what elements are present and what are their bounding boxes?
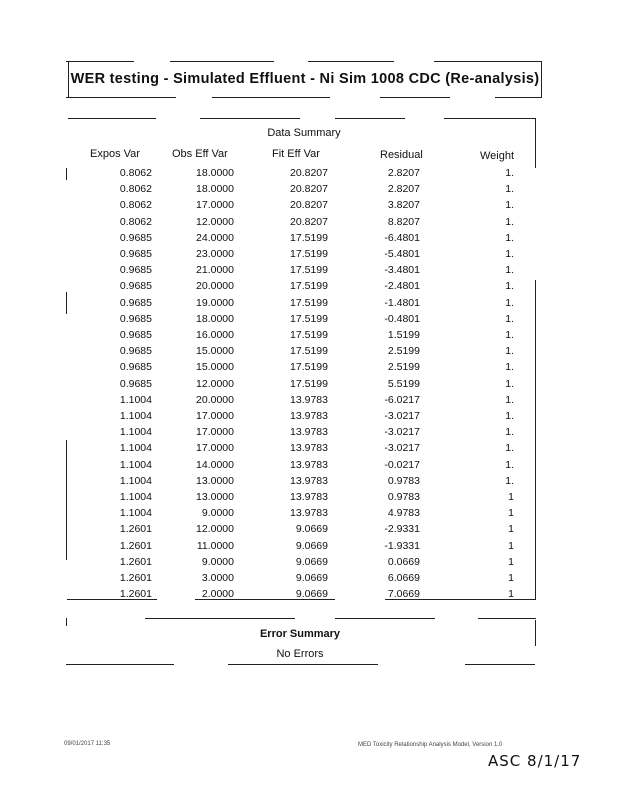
- error-summary-text: No Errors: [276, 648, 324, 660]
- fit-eff-var-cell: 13.9783: [290, 442, 328, 455]
- title-box-top-rule: [434, 61, 542, 62]
- residual-cell: -2.4801: [384, 280, 420, 293]
- residual-cell: 2.5199: [387, 361, 420, 374]
- handwritten-signature: ASC 8/1/17: [488, 752, 582, 770]
- title-box-bottom-rule: [380, 97, 450, 98]
- expos-var-cell: 1.1004: [119, 491, 152, 503]
- obs-eff-var-cell: 3.0000: [201, 572, 234, 584]
- column-header-expos-var: Expos Var: [90, 148, 140, 160]
- obs-eff-var-cell: 2.0000: [201, 588, 234, 601]
- error-summary-top-rule: [478, 618, 536, 619]
- weight-cell: 1: [508, 555, 514, 568]
- obs-eff-var-cell: 16.0000: [196, 329, 234, 341]
- expos-var-cell: 0.9685: [119, 248, 152, 260]
- fit-eff-var-cell: 17.5199: [290, 312, 328, 325]
- error-summary-bottom-rule: [228, 664, 378, 665]
- weight-cell: 1.: [505, 361, 514, 374]
- residual-cell: -0.4801: [384, 312, 420, 325]
- title-box-bottom-rule: [66, 97, 176, 98]
- obs-eff-var-cell: 12.0000: [196, 523, 234, 536]
- fit-eff-var-cell: 20.8207: [290, 183, 328, 196]
- weight-cell: 1.: [505, 458, 514, 471]
- weight-cell: 1.: [505, 474, 514, 487]
- residual-cell: 5.5199: [387, 377, 420, 390]
- obs-eff-var-cell: 19.0000: [196, 296, 234, 309]
- obs-eff-var-cell: 20.0000: [196, 280, 234, 293]
- expos-var-cell: 1.2601: [119, 555, 152, 568]
- expos-var-cell: 1.2601: [119, 588, 152, 601]
- weight-cell: 1.: [505, 410, 514, 422]
- obs-eff-var-cell: 20.0000: [196, 393, 234, 406]
- residual-cell: -3.0217: [384, 410, 420, 422]
- data-summary-left-tick: [66, 168, 67, 180]
- residual-cell: 1.5199: [387, 329, 420, 341]
- residual-cell: -6.4801: [384, 231, 420, 244]
- footer-software-name: MED Toxicity Relationship Analysis Model, Version 1.0: [358, 742, 503, 748]
- weight-cell: 1.: [505, 231, 514, 244]
- obs-eff-var-cell: 17.0000: [196, 199, 234, 212]
- residual-cell: 6.0669: [387, 572, 420, 584]
- weight-cell: 1.: [505, 264, 514, 277]
- fit-eff-var-cell: 13.9783: [290, 410, 328, 422]
- weight-cell: 1.: [505, 426, 514, 439]
- data-summary-top-rule: [68, 118, 156, 119]
- fit-eff-var-cell: 17.5199: [290, 264, 328, 277]
- residual-cell: 2.5199: [387, 345, 420, 358]
- data-summary-right-border: [535, 118, 536, 168]
- column-header-residual: Residual: [380, 149, 423, 161]
- fit-eff-var-cell: 17.5199: [290, 345, 328, 358]
- expos-var-cell: 0.9685: [119, 361, 152, 374]
- expos-var-cell: 1.1004: [119, 507, 152, 520]
- expos-var-cell: 0.9685: [119, 280, 152, 293]
- fit-eff-var-cell: 13.9783: [290, 426, 328, 439]
- weight-cell: 1: [508, 507, 514, 520]
- data-summary-left-tick: [66, 292, 67, 314]
- expos-var-cell: 0.8062: [119, 199, 152, 212]
- weight-cell: 1: [508, 523, 514, 536]
- residual-cell: 0.9783: [387, 491, 420, 503]
- obs-eff-var-cell: 18.0000: [196, 312, 234, 325]
- error-summary-top-rule: [335, 618, 435, 619]
- footer-timestamp: 09/01/2017 11:35: [64, 741, 111, 747]
- obs-eff-var-cell: 13.0000: [196, 474, 234, 487]
- expos-var-cell: 0.8062: [119, 167, 152, 179]
- weight-cell: 1.: [505, 329, 514, 341]
- residual-cell: 3.8207: [387, 199, 420, 212]
- expos-var-cell: 0.8062: [119, 215, 152, 228]
- expos-var-cell: 1.2601: [119, 539, 152, 552]
- residual-cell: 2.8207: [387, 183, 420, 196]
- expos-var-cell: 0.9685: [119, 377, 152, 390]
- obs-eff-var-cell: 12.0000: [196, 215, 234, 228]
- residual-cell: -5.4801: [384, 248, 420, 260]
- weight-cell: 1.: [505, 442, 514, 455]
- weight-cell: 1: [508, 539, 514, 552]
- data-summary-top-rule: [444, 118, 536, 119]
- obs-eff-var-cell: 21.0000: [196, 264, 234, 277]
- fit-eff-var-cell: 9.0669: [295, 539, 328, 552]
- fit-eff-var-cell: 17.5199: [290, 231, 328, 244]
- report-title: WER testing - Simulated Effluent - Ni Sim 1008 CDC (Re-analysis): [70, 71, 540, 87]
- weight-cell: 1.: [505, 183, 514, 196]
- expos-var-cell: 1.1004: [119, 393, 152, 406]
- data-summary-top-rule: [335, 118, 405, 119]
- weight-cell: 1.: [505, 167, 514, 179]
- fit-eff-var-cell: 13.9783: [290, 474, 328, 487]
- expos-var-cell: 1.1004: [119, 442, 152, 455]
- weight-cell: 1.: [505, 280, 514, 293]
- column-header-fit-eff-var: Fit Eff Var: [272, 148, 320, 160]
- expos-var-cell: 0.9685: [119, 345, 152, 358]
- fit-eff-var-cell: 17.5199: [290, 377, 328, 390]
- weight-cell: 1.: [505, 248, 514, 260]
- obs-eff-var-cell: 13.0000: [196, 491, 234, 503]
- expos-var-cell: 1.2601: [119, 523, 152, 536]
- error-summary-top-rule: [145, 618, 295, 619]
- residual-cell: -6.0217: [384, 393, 420, 406]
- error-summary-bottom-rule: [465, 664, 535, 665]
- error-summary-left-tick: [66, 618, 67, 626]
- fit-eff-var-cell: 20.8207: [290, 215, 328, 228]
- fit-eff-var-cell: 17.5199: [290, 296, 328, 309]
- fit-eff-var-cell: 17.5199: [290, 361, 328, 374]
- obs-eff-var-cell: 15.0000: [196, 361, 234, 374]
- fit-eff-var-cell: 13.9783: [290, 458, 328, 471]
- weight-cell: 1.: [505, 199, 514, 212]
- fit-eff-var-cell: 13.9783: [290, 393, 328, 406]
- title-box-bottom-rule: [495, 97, 542, 98]
- obs-eff-var-cell: 24.0000: [196, 231, 234, 244]
- obs-eff-var-cell: 9.0000: [201, 507, 234, 520]
- obs-eff-var-cell: 17.0000: [196, 426, 234, 439]
- fit-eff-var-cell: 17.5199: [290, 248, 328, 260]
- error-summary-bottom-rule: [66, 664, 174, 665]
- obs-eff-var-cell: 14.0000: [196, 458, 234, 471]
- title-box-top-rule: [170, 61, 274, 62]
- residual-cell: 4.9783: [387, 507, 420, 520]
- column-header-obs-eff-var: Obs Eff Var: [172, 148, 228, 160]
- obs-eff-var-cell: 18.0000: [196, 183, 234, 196]
- fit-eff-var-cell: 9.0669: [295, 588, 328, 601]
- data-summary-left-border: [66, 440, 67, 560]
- obs-eff-var-cell: 23.0000: [196, 248, 234, 260]
- title-box-top-rule: [66, 61, 134, 62]
- expos-var-cell: 0.8062: [119, 183, 152, 196]
- column-header-weight: Weight: [480, 150, 515, 162]
- expos-var-cell: 0.9685: [119, 264, 152, 277]
- expos-var-cell: 1.1004: [119, 426, 152, 439]
- expos-var-cell: 0.9685: [119, 296, 152, 309]
- residual-cell: -3.4801: [384, 264, 420, 277]
- residual-cell: -3.0217: [384, 442, 420, 455]
- weight-cell: 1.: [505, 312, 514, 325]
- expos-var-cell: 1.2601: [119, 572, 152, 584]
- weight-cell: 1.: [505, 215, 514, 228]
- obs-eff-var-cell: 11.0000: [196, 539, 234, 552]
- error-summary-heading: Error Summary: [259, 628, 341, 640]
- fit-eff-var-cell: 20.8207: [290, 199, 328, 212]
- fit-eff-var-cell: 17.5199: [290, 329, 328, 341]
- fit-eff-var-cell: 13.9783: [290, 507, 328, 520]
- expos-var-cell: 0.9685: [119, 329, 152, 341]
- expos-var-cell: 1.1004: [119, 410, 152, 422]
- weight-cell: 1.: [505, 296, 514, 309]
- expos-var-cell: 1.1004: [119, 474, 152, 487]
- data-summary-right-border: [535, 280, 536, 600]
- expos-var-cell: 0.9685: [119, 312, 152, 325]
- expos-var-cell: 0.9685: [119, 231, 152, 244]
- residual-cell: 0.0669: [387, 555, 420, 568]
- fit-eff-var-cell: 13.9783: [290, 491, 328, 503]
- residual-cell: 8.8207: [387, 215, 420, 228]
- error-summary-right-border: [535, 620, 536, 646]
- fit-eff-var-cell: 9.0669: [295, 572, 328, 584]
- fit-eff-var-cell: 9.0669: [295, 555, 328, 568]
- weight-cell: 1.: [505, 393, 514, 406]
- weight-cell: 1.: [505, 377, 514, 390]
- weight-cell: 1: [508, 572, 514, 584]
- data-summary-heading: Data Summary: [267, 127, 341, 139]
- data-summary-top-rule: [200, 118, 300, 119]
- fit-eff-var-cell: 17.5199: [290, 280, 328, 293]
- obs-eff-var-cell: 18.0000: [196, 167, 234, 179]
- residual-cell: -2.9331: [384, 523, 420, 536]
- weight-cell: 1: [508, 588, 514, 601]
- residual-cell: 2.8207: [387, 167, 420, 179]
- obs-eff-var-cell: 9.0000: [201, 555, 234, 568]
- title-box-bottom-rule: [212, 97, 330, 98]
- obs-eff-var-cell: 17.0000: [196, 442, 234, 455]
- residual-cell: 7.0669: [387, 588, 420, 601]
- residual-cell: 0.9783: [387, 474, 420, 487]
- residual-cell: -1.4801: [384, 296, 420, 309]
- obs-eff-var-cell: 17.0000: [196, 410, 234, 422]
- fit-eff-var-cell: 20.8207: [290, 167, 328, 179]
- residual-cell: -3.0217: [384, 426, 420, 439]
- obs-eff-var-cell: 15.0000: [196, 345, 234, 358]
- weight-cell: 1.: [505, 345, 514, 358]
- title-box-top-rule: [308, 61, 394, 62]
- weight-cell: 1: [508, 491, 514, 503]
- obs-eff-var-cell: 12.0000: [196, 377, 234, 390]
- fit-eff-var-cell: 9.0669: [295, 523, 328, 536]
- expos-var-cell: 1.1004: [119, 458, 152, 471]
- residual-cell: -0.0217: [384, 458, 420, 471]
- residual-cell: -1.9331: [384, 539, 420, 552]
